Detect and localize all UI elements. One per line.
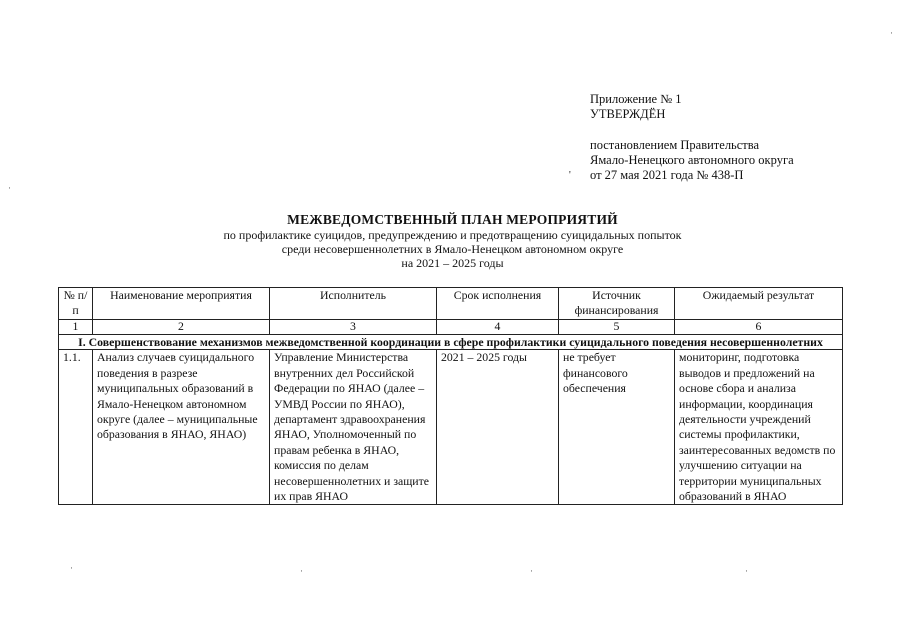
row-result: мониторинг, подготовка выводов и предложений на основе сбора и анализа информации, координация деятельности учреждений системы профилактики, заинтересованных ведомств по улучшению ситуации на территории муниципальных образований в ЯНАО <box>675 350 843 505</box>
scan-speck: · <box>300 566 303 576</box>
document-title: МЕЖВЕДОМСТВЕННЫЙ ПЛАН МЕРОПРИЯТИЙ <box>287 212 618 227</box>
column-number: 2 <box>93 319 270 334</box>
header-cell: Наименование мероприятия <box>93 288 270 320</box>
column-number-row <box>59 319 843 334</box>
table-header-row <box>59 288 843 320</box>
header-cell: Исполнитель <box>270 288 437 320</box>
scan-speck: · <box>530 566 533 576</box>
column-number: 5 <box>559 319 675 334</box>
approved-label: УТВЕРЖДЁН <box>590 107 666 121</box>
scan-speck: · <box>70 563 73 573</box>
appendix-block <box>590 92 794 183</box>
column-number: 3 <box>270 319 437 334</box>
header-cell: Источник финансирования <box>559 288 675 320</box>
row-number: 1.1. <box>59 350 93 505</box>
plan-table <box>58 287 843 505</box>
column-number: 6 <box>675 319 843 334</box>
document-subtitle-2: среди несовершеннолетних в Ямало-Ненецком автономном округе <box>281 242 624 256</box>
row-funding: не требует финансового обеспечения <box>559 350 675 505</box>
appendix-number: Приложение № 1 <box>590 92 682 106</box>
scan-speck: · <box>890 28 893 38</box>
section-row <box>59 334 843 350</box>
column-number: 4 <box>437 319 559 334</box>
header-cell: Ожидаемый результат <box>675 288 843 320</box>
scan-mark: ' <box>569 170 571 181</box>
approval-date: от 27 мая 2021 года № 438-П <box>590 168 744 182</box>
scan-speck: · <box>745 566 748 576</box>
document-subtitle-1: по профилактике суицидов, предупреждению и предотвращению суицидальных попыток <box>223 228 682 242</box>
row-activity: Анализ случаев суицидального поведения в разрезе муниципальных образований в Ямало-Ненецком автономном округе (далее – муниципальные образования в ЯНАО, ЯНАО) <box>93 350 270 505</box>
document-heading <box>0 212 905 270</box>
scan-speck: · <box>8 183 11 193</box>
approval-line-1: постановлением Правительства <box>590 138 760 152</box>
approval-line-2: Ямало-Ненецкого автономного округа <box>590 153 794 167</box>
header-cell: Срок исполнения <box>437 288 559 320</box>
row-executor: Управление Министерства внутренних дел Российской Федерации по ЯНАО (далее – УМВД России по ЯНАО), департамент здравоохранения ЯНАО, Уполномоченный по правам ребенка в ЯНАО, комиссия по делам несовершеннолетних и защите их прав ЯНАО <box>270 350 437 505</box>
section-title: I. Совершенствование механизмов межведомственной координации в сфере профилактики суицидального поведения несовершеннолетних <box>59 334 843 350</box>
table-row <box>59 350 843 505</box>
document-subtitle-3: на 2021 – 2025 годы <box>401 256 504 270</box>
header-cell: № п/п <box>59 288 93 320</box>
column-number: 1 <box>59 319 93 334</box>
row-deadline: 2021 – 2025 годы <box>437 350 559 505</box>
